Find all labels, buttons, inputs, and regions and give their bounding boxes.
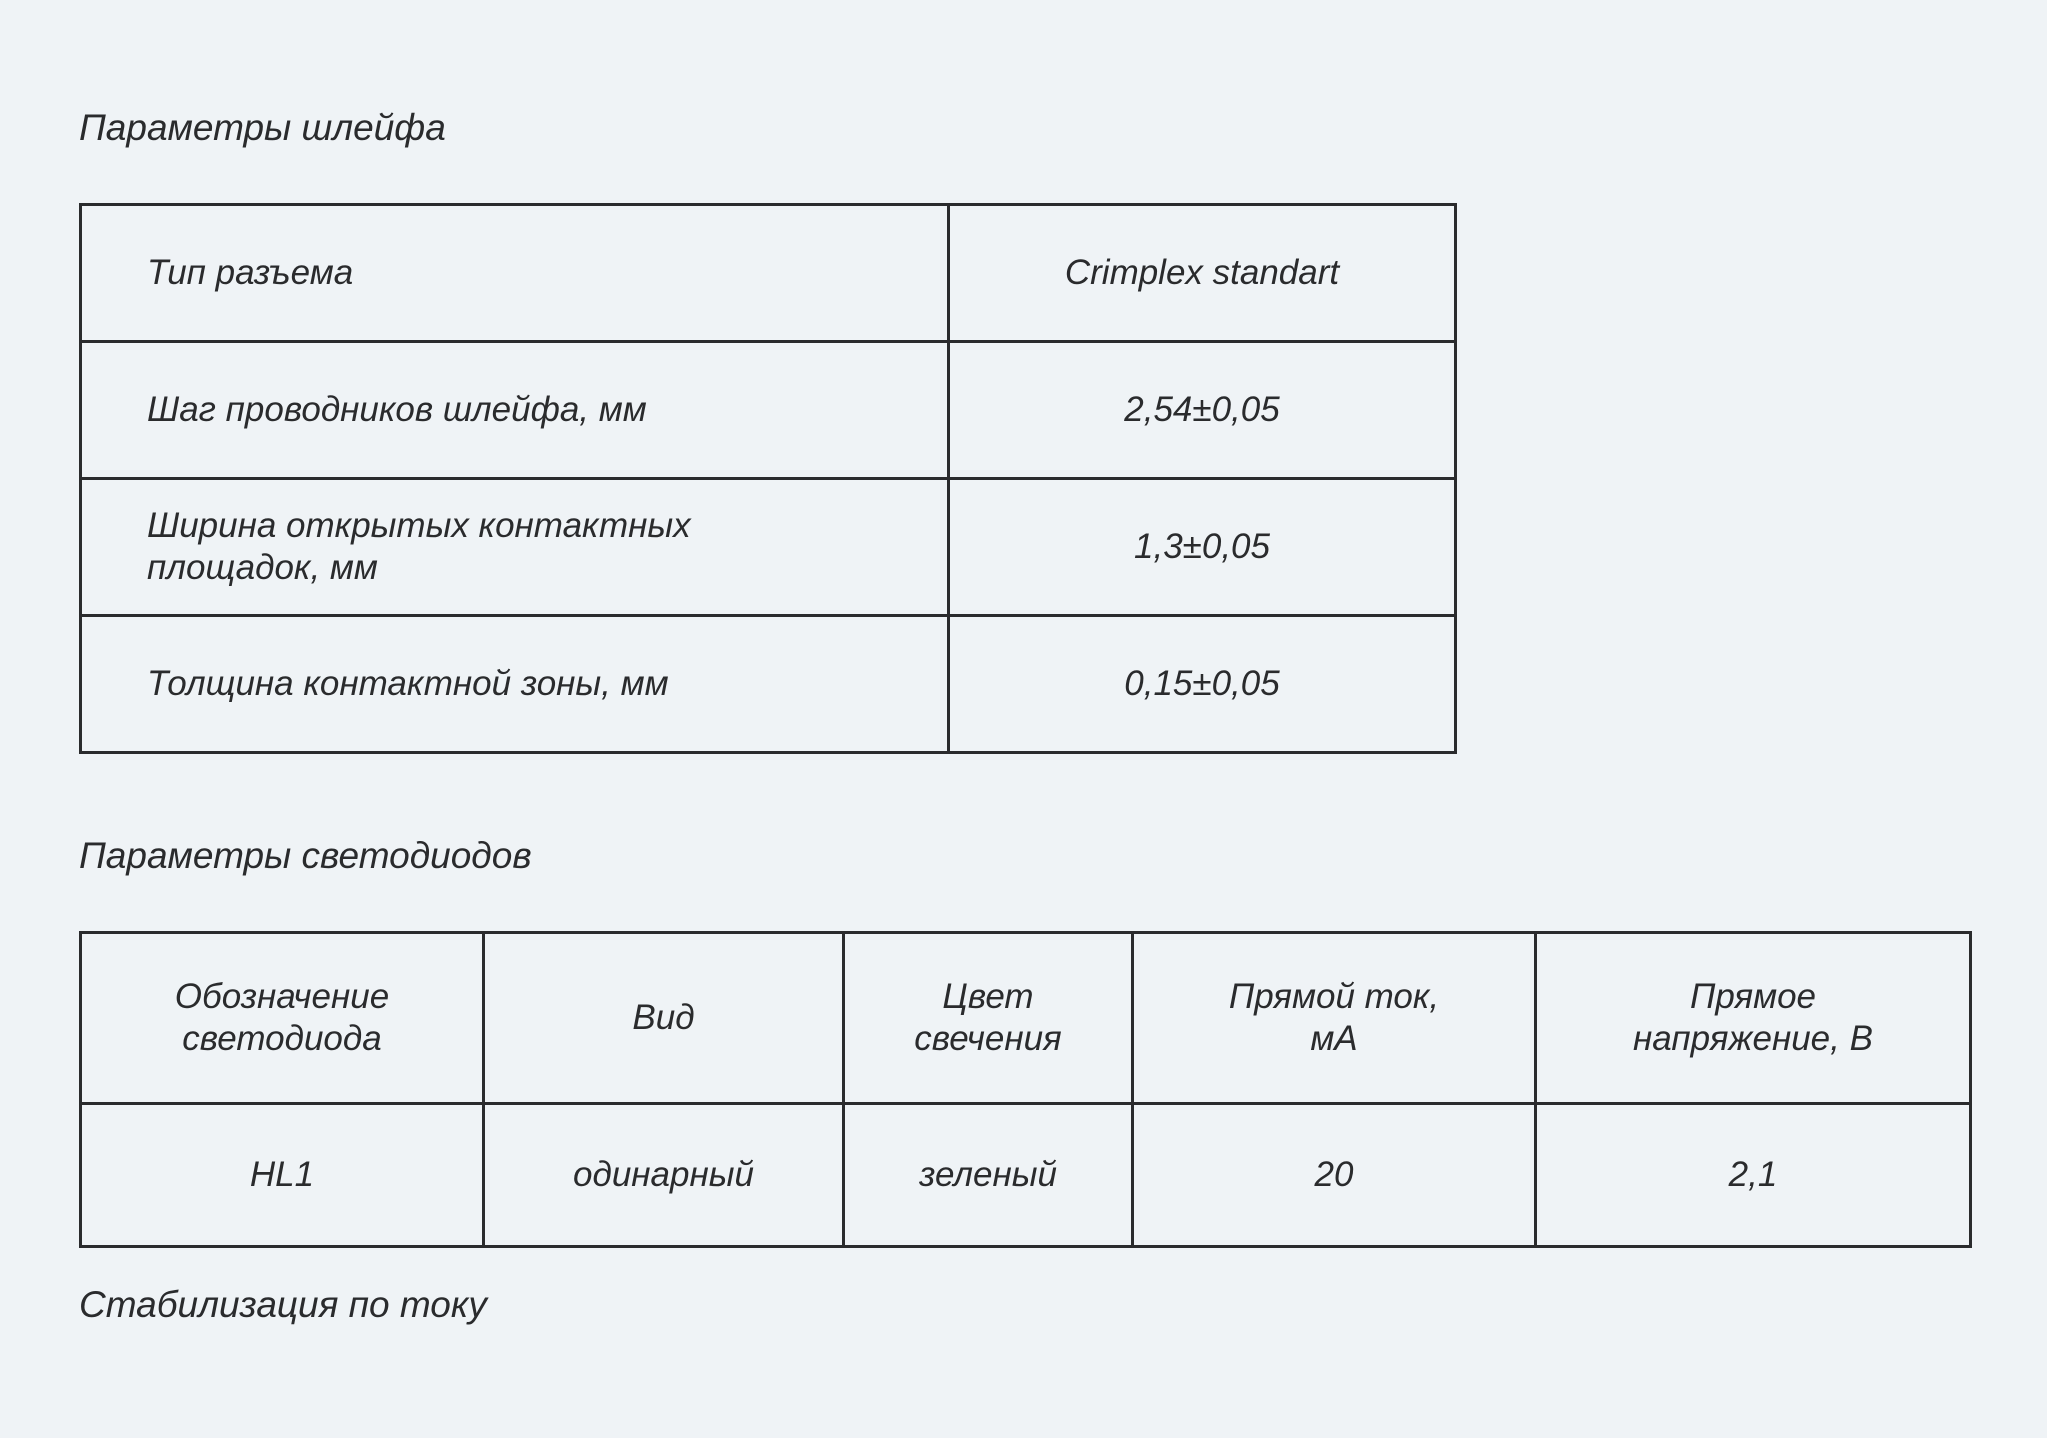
led-designation: HL1 bbox=[249, 1155, 315, 1194]
parameter-value: Crimplex standart bbox=[1064, 253, 1340, 292]
table-row bbox=[81, 616, 1456, 753]
current-stabilization-note: Стабилизация по току bbox=[79, 1284, 487, 1325]
parameter-name: Ширина открытых контактных площадок, мм bbox=[147, 506, 691, 587]
parameter-value-cell bbox=[949, 205, 1456, 342]
header-type: Вид bbox=[632, 998, 695, 1037]
column-header bbox=[1133, 933, 1536, 1104]
parameter-name: Толщина контактной зоны, мм bbox=[147, 664, 669, 703]
header-color: Цвет свечения bbox=[914, 977, 1062, 1058]
parameter-value-cell bbox=[949, 479, 1456, 616]
parameter-value-cell bbox=[949, 342, 1456, 479]
parameter-value-cell bbox=[949, 616, 1456, 753]
parameter-name-cell bbox=[81, 479, 949, 616]
parameter-name: Тип разъема bbox=[147, 253, 354, 292]
header-forward-current: Прямой ток, мА bbox=[1228, 977, 1440, 1058]
cable-params-heading: Параметры шлейфа bbox=[79, 107, 446, 148]
table-cell bbox=[844, 1104, 1133, 1247]
led-type: одинарный bbox=[573, 1155, 754, 1194]
cable-params-table bbox=[79, 203, 1457, 754]
column-header bbox=[844, 933, 1133, 1104]
table-row bbox=[81, 479, 1456, 616]
parameter-value: 0,15±0,05 bbox=[1124, 664, 1280, 703]
led-forward-current: 20 bbox=[1314, 1155, 1354, 1194]
table-cell bbox=[1536, 1104, 1971, 1247]
parameter-name-cell bbox=[81, 205, 949, 342]
parameter-value: 2,54±0,05 bbox=[1124, 390, 1280, 429]
parameter-value: 1,3±0,05 bbox=[1134, 527, 1270, 566]
column-header bbox=[1536, 933, 1971, 1104]
column-header bbox=[484, 933, 844, 1104]
led-color: зеленый bbox=[919, 1155, 1057, 1194]
header-forward-voltage: Прямое напряжение, В bbox=[1633, 977, 1873, 1058]
table-header-row bbox=[81, 933, 1971, 1104]
table-row bbox=[81, 1104, 1971, 1247]
table-cell bbox=[81, 1104, 484, 1247]
column-header bbox=[81, 933, 484, 1104]
table-row bbox=[81, 205, 1456, 342]
led-params-heading: Параметры светодиодов bbox=[79, 835, 532, 876]
table-row bbox=[81, 342, 1456, 479]
parameter-name-cell bbox=[81, 342, 949, 479]
parameter-name: Шаг проводников шлейфа, мм bbox=[147, 390, 647, 429]
table-cell bbox=[484, 1104, 844, 1247]
header-designation: Обозначение светодиода bbox=[174, 977, 390, 1058]
led-params-table bbox=[79, 931, 1972, 1248]
table-cell bbox=[1133, 1104, 1536, 1247]
parameter-name-cell bbox=[81, 616, 949, 753]
led-forward-voltage: 2,1 bbox=[1728, 1155, 1778, 1194]
